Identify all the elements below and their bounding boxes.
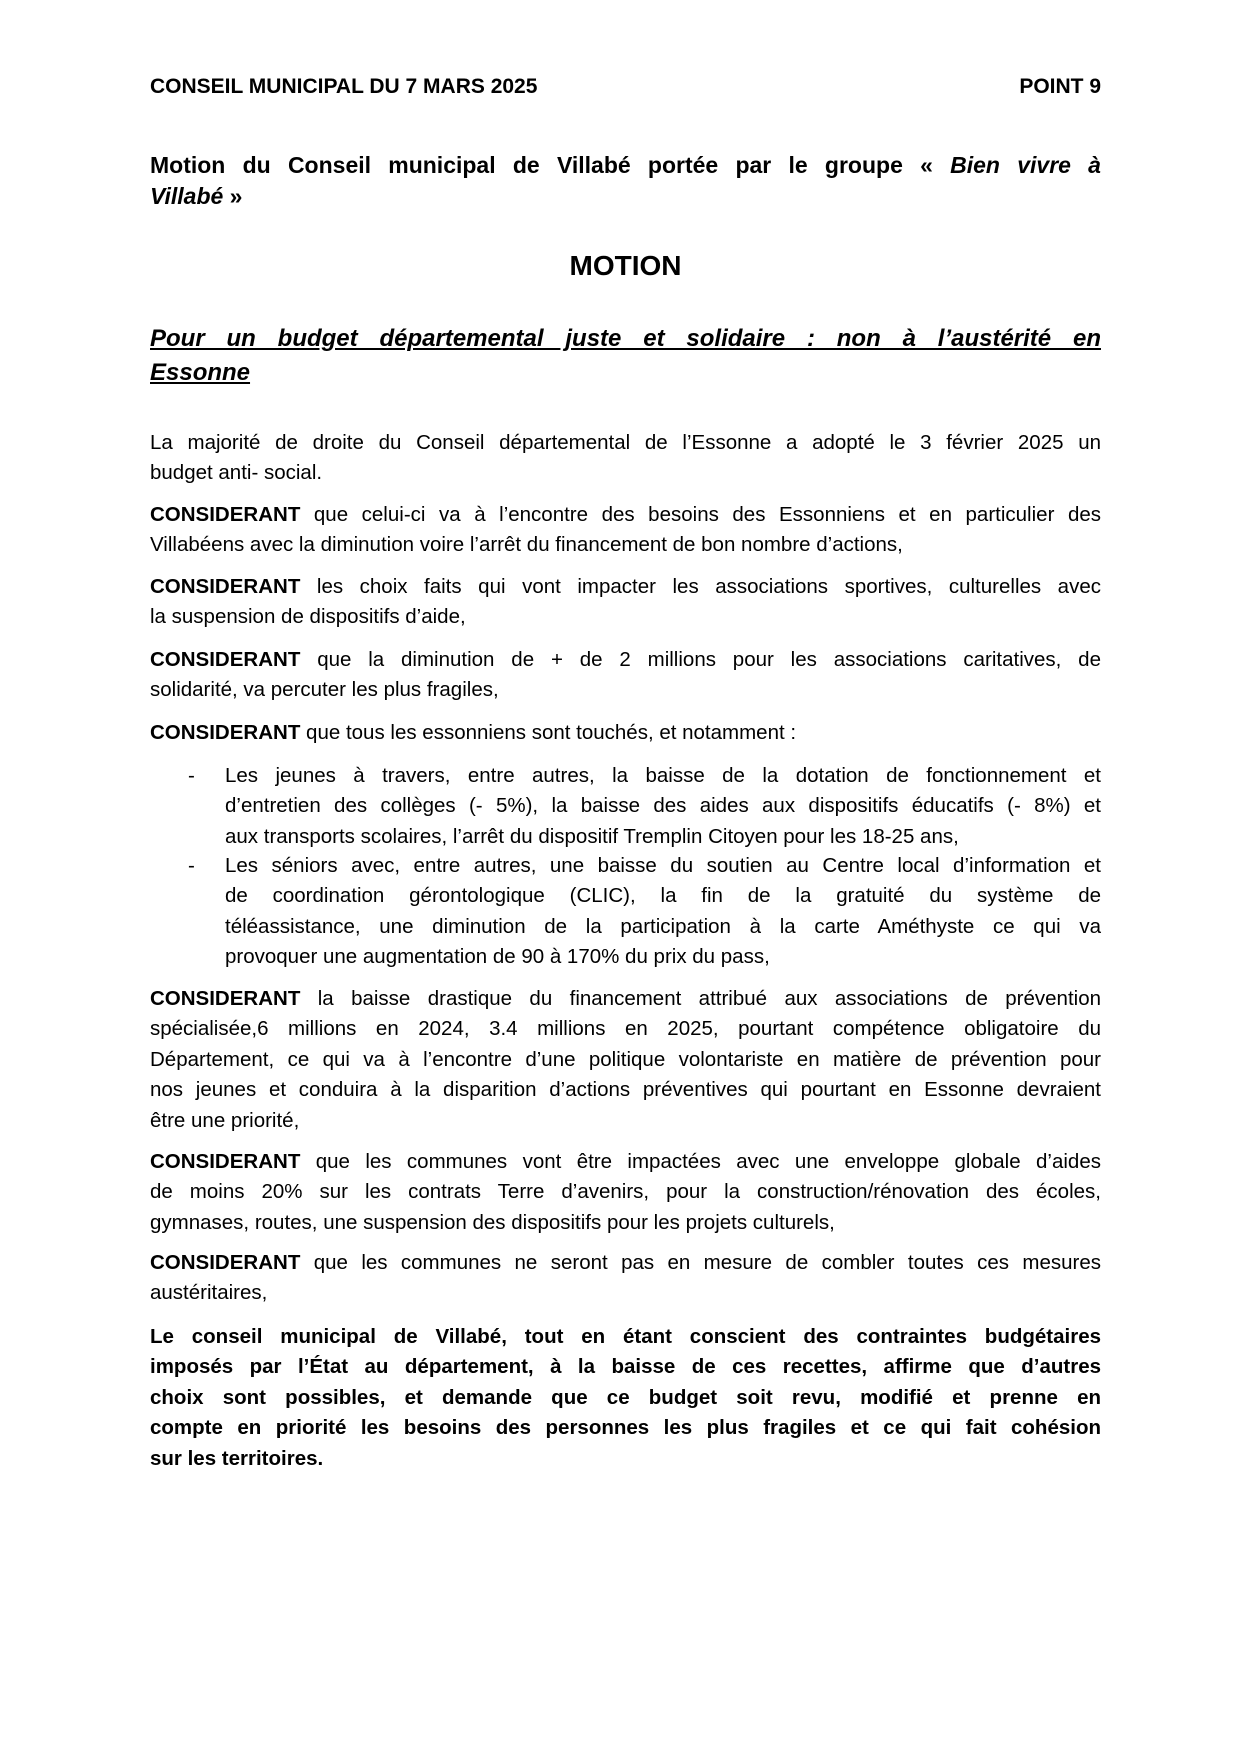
- point-number: POINT 9: [1019, 75, 1101, 98]
- subtitle: [150, 322, 1101, 390]
- bullet-dash: -: [188, 854, 195, 877]
- line-text: spécialisée,6 millions en 2024, 3.4 millions en 2025, pourtant compétence obligatoire du: [150, 1017, 1101, 1041]
- text-line: [150, 645, 1101, 675]
- line-text: les choix faits qui vont impacter les associations sportives, culturelles avec: [316, 575, 1101, 598]
- text-line: [150, 1444, 1101, 1474]
- text-line: [150, 1248, 1101, 1278]
- line-text: être une priorité,: [150, 1108, 300, 1132]
- text-line: [150, 530, 1101, 560]
- text-line: [150, 602, 1101, 632]
- considerant-paragraph: [150, 572, 1101, 633]
- considerant-paragraph: [150, 718, 1101, 748]
- text-line: [150, 1045, 1101, 1075]
- text-line: [225, 881, 1101, 911]
- bullet-dash: -: [188, 764, 195, 787]
- page-header: [150, 75, 1101, 99]
- text-line: [150, 1147, 1101, 1177]
- line-text: que les communes ne seront pas en mesure de combler toutes ces mesures: [313, 1251, 1101, 1274]
- title-text: Motion du Conseil municipal de Villabé portée par le groupe «: [150, 152, 951, 178]
- text-line: [150, 500, 1101, 530]
- text-line: [150, 675, 1101, 705]
- considerant-keyword: CONSIDERANT: [150, 1251, 301, 1274]
- group-name: Bien vivre à: [950, 152, 1101, 178]
- text-line: [225, 822, 1101, 852]
- considerant-paragraph: [150, 500, 1101, 561]
- considerant-keyword: CONSIDERANT: [150, 503, 301, 526]
- text-line: [150, 428, 1101, 458]
- conclusion-paragraph: [150, 1322, 1101, 1474]
- line-text: que les communes vont être impactées avec une enveloppe globale d’aides: [315, 1150, 1101, 1173]
- line-text: Le conseil municipal de Villabé, tout en étant conscient des contraintes budgétaires: [150, 1325, 1101, 1348]
- text-line: [150, 1278, 1101, 1308]
- line-text: d’entretien des collèges (- 5%), la baisse des aides aux dispositifs éducatifs (- 8%) et: [225, 794, 1101, 818]
- text-line: [150, 1075, 1101, 1105]
- text-line: [150, 1014, 1101, 1044]
- text-line: [150, 1383, 1101, 1413]
- line-text: la suspension de dispositifs d’aide,: [150, 605, 466, 629]
- text-line: [150, 458, 1101, 488]
- line-text: imposés par l’État au département, à la baisse de ces recettes, affirme que d’autres: [150, 1355, 1101, 1379]
- meeting-title: CONSEIL MUNICIPAL DU 7 MARS 2025: [150, 75, 538, 98]
- considerant-keyword: CONSIDERANT: [150, 1150, 301, 1173]
- motion-title: [150, 150, 1101, 212]
- text-line: [150, 1208, 1101, 1238]
- text-line: [225, 912, 1101, 942]
- line-text: solidarité, va percuter les plus fragiles,: [150, 678, 499, 702]
- line-text: provoquer une augmentation de 90 à 170% du prix du pass,: [225, 945, 770, 969]
- text-line: [150, 1177, 1101, 1207]
- text-line: [225, 791, 1101, 821]
- text-line: [150, 1413, 1101, 1443]
- text-line: [150, 572, 1101, 602]
- text-line: [225, 942, 1101, 972]
- line-text: téléassistance, une diminution de la participation à la carte Améthyste ce qui va: [225, 914, 1101, 938]
- considerant-keyword: CONSIDERANT: [150, 648, 301, 671]
- line-text: que tous les essonniens sont touchés, et notamment :: [306, 721, 797, 744]
- line-text: que la diminution de + de 2 millions pour les associations caritatives, de: [317, 648, 1101, 671]
- line-text: choix sont possibles, et demande que ce budget soit revu, modifié et prenne en: [150, 1385, 1101, 1409]
- line-text: de moins 20% sur les contrats Terre d’avenirs, pour la construction/rénovation des écoles,: [150, 1180, 1101, 1204]
- line-text: sur les territoires.: [150, 1446, 324, 1470]
- line-text: La majorité de droite du Conseil départemental de l’Essonne a adopté le 3 février 2025 un: [150, 431, 1101, 454]
- title-quote: »: [223, 183, 243, 209]
- line-text: Les séniors avec, entre autres, une baisse du soutien au Centre local d’information et: [225, 854, 1101, 877]
- line-text: que celui-ci va à l’encontre des besoins des Essonniens et en particulier des: [313, 503, 1101, 526]
- text-line: [150, 984, 1101, 1014]
- text-line: [150, 1322, 1101, 1352]
- considerant-paragraph: [150, 984, 1101, 1136]
- line-text: de coordination gérontologique (CLIC), la fin de la gratuité du système de: [225, 884, 1101, 908]
- line-text: budget anti- social.: [150, 461, 323, 485]
- heading: MOTION: [569, 250, 682, 281]
- text-line: [150, 1106, 1101, 1136]
- text-line: [150, 718, 1101, 748]
- text-line: [225, 761, 1101, 791]
- line-text: la baisse drastique du financement attribué aux associations de prévention: [317, 987, 1101, 1010]
- subtitle-line: Pour un budget départemental juste et solidaire : non à l’austérité en: [150, 325, 1101, 352]
- line-text: Villabéens avec la diminution voire l’arrêt du financement de bon nombre d’actions,: [150, 533, 903, 557]
- considerant-keyword: CONSIDERANT: [150, 721, 301, 744]
- considerant-paragraph: [150, 1248, 1101, 1309]
- considerant-keyword: CONSIDERANT: [150, 987, 301, 1010]
- considerant-paragraph: [150, 1147, 1101, 1238]
- line-text: nos jeunes et conduira à la disparition d’actions préventives qui pourtant en Essonne devraient: [150, 1078, 1101, 1102]
- bullet-item: [188, 761, 1101, 852]
- considerant-keyword: CONSIDERANT: [150, 575, 301, 598]
- text-line: [225, 851, 1101, 881]
- considerant-paragraph: [150, 645, 1101, 706]
- line-text: austéritaires,: [150, 1281, 268, 1305]
- bullet-item: [188, 851, 1101, 973]
- subtitle-line: Essonne: [150, 359, 251, 386]
- line-text: gymnases, routes, une suspension des dispositifs pour les projets culturels,: [150, 1210, 835, 1234]
- line-text: Département, ce qui va à l’encontre d’une politique volontariste en matière de prévention pour: [150, 1047, 1101, 1071]
- text-line: [150, 1352, 1101, 1382]
- intro-paragraph: [150, 428, 1101, 489]
- group-name-end: Villabé: [150, 183, 224, 209]
- line-text: compte en priorité les besoins des personnes les plus fragiles et ce qui fait cohésion: [150, 1416, 1101, 1440]
- line-text: Les jeunes à travers, entre autres, la baisse de la dotation de fonctionnement et: [225, 764, 1101, 787]
- line-text: aux transports scolaires, l’arrêt du dispositif Tremplin Citoyen pour les 18-25 ans,: [225, 824, 959, 848]
